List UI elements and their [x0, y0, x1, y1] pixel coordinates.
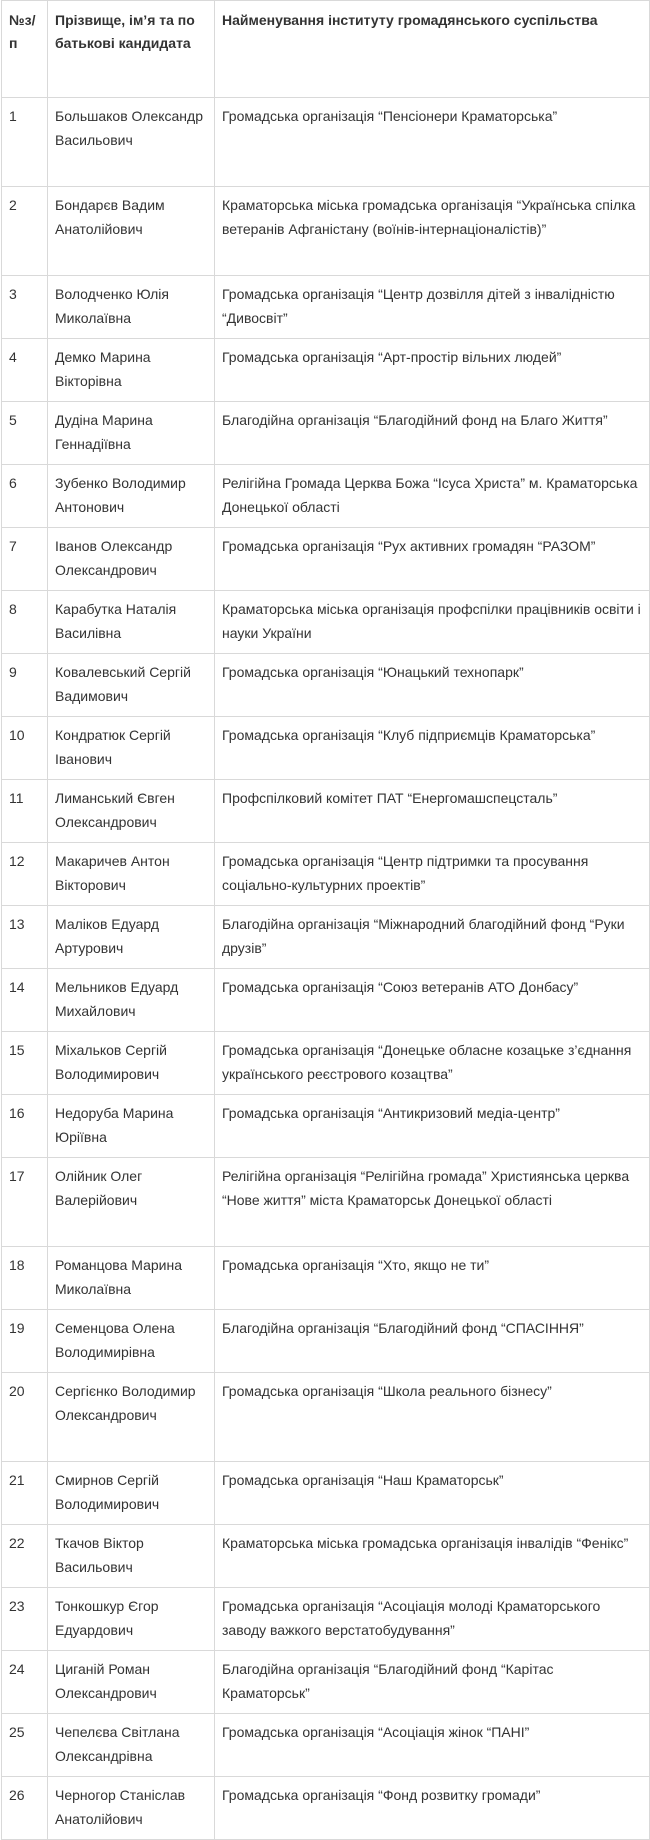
organization-name: Благодійна організація “Міжнародний благодійний фонд “Руки друзів” [215, 906, 650, 969]
organization-name: Релігійна Громада Церква Божа “Ісуса Христа” м. Краматорська Донецької області [215, 465, 650, 528]
organization-name: Громадська організація “Рух активних громадян “РАЗОМ” [215, 528, 650, 591]
table-row [2, 1462, 650, 1525]
row-number: 9 [2, 654, 48, 717]
table-row [2, 843, 650, 906]
candidate-name: Ковалевський Сергій Вадимович [48, 654, 215, 717]
table-row [2, 1651, 650, 1714]
header-number: №з/п [2, 1, 48, 98]
organization-name: Громадська організація “Хто, якщо не ти” [215, 1247, 650, 1310]
candidate-name: Карабутка Наталія Василівна [48, 591, 215, 654]
candidate-name: Сергієнко Володимир Олександрович [48, 1373, 215, 1462]
table-row [2, 1525, 650, 1588]
candidate-name: Романцова Марина Миколаївна [48, 1247, 215, 1310]
header-name: Прізвище, ім’я та по батькові кандидата [48, 1, 215, 98]
organization-name: Профспілковий комітет ПАТ “Енергомашспецсталь” [215, 780, 650, 843]
organization-name: Громадська організація “Наш Краматорськ” [215, 1462, 650, 1525]
candidate-name: Смирнов Сергій Володимирович [48, 1462, 215, 1525]
row-number: 20 [2, 1373, 48, 1462]
table-row [2, 1373, 650, 1462]
table-row [2, 339, 650, 402]
row-number: 17 [2, 1158, 48, 1247]
table-row [2, 98, 650, 187]
candidate-name: Володченко Юлія Миколаївна [48, 276, 215, 339]
row-number: 3 [2, 276, 48, 339]
row-number: 25 [2, 1714, 48, 1777]
organization-name: Громадська організація “Юнацький технопарк” [215, 654, 650, 717]
candidate-name: Кондратюк Сергій Іванович [48, 717, 215, 780]
candidate-name: Лиманський Євген Олександрович [48, 780, 215, 843]
row-number: 6 [2, 465, 48, 528]
table-row [2, 1032, 650, 1095]
row-number: 4 [2, 339, 48, 402]
row-number: 18 [2, 1247, 48, 1310]
candidate-name: Іванов Олександр Олександрович [48, 528, 215, 591]
candidate-name: Маліков Едуард Артурович [48, 906, 215, 969]
organization-name: Громадська організація “Арт-простір вільних людей” [215, 339, 650, 402]
organization-name: Громадська організація “Антикризовий медіа-центр” [215, 1095, 650, 1158]
row-number: 1 [2, 98, 48, 187]
candidate-name: Міхальков Сергій Володимирович [48, 1032, 215, 1095]
candidate-name: Чепелєва Світлана Олександрівна [48, 1714, 215, 1777]
row-number: 26 [2, 1777, 48, 1840]
table-row [2, 465, 650, 528]
candidate-name: Семенцова Олена Володимирівна [48, 1310, 215, 1373]
organization-name: Краматорська міська громадська організація “Українська спілка ветеранів Афганістану (воїнів-інтернаціоналістів)” [215, 187, 650, 276]
table-header-row [2, 1, 650, 98]
table-row [2, 1095, 650, 1158]
row-number: 7 [2, 528, 48, 591]
table-row [2, 1158, 650, 1247]
organization-name: Громадська організація “Пенсіонери Краматорська” [215, 98, 650, 187]
candidates-table [1, 0, 650, 1840]
organization-name: Громадська організація “Асоціація жінок “ПАНІ” [215, 1714, 650, 1777]
organization-name: Краматорська міська організація профспілки працівників освіти і науки України [215, 591, 650, 654]
table-row [2, 1777, 650, 1840]
row-number: 16 [2, 1095, 48, 1158]
organization-name: Громадська організація “Центр підтримки та просування соціально-культурних проектів” [215, 843, 650, 906]
organization-name: Благодійна організація “Благодійний фонд на Благо Життя” [215, 402, 650, 465]
table-row [2, 1714, 650, 1777]
row-number: 5 [2, 402, 48, 465]
organization-name: Громадська організація “Асоціація молоді Краматорського заводу важкого верстатобудування” [215, 1588, 650, 1651]
candidate-name: Олійник Олег Валерійович [48, 1158, 215, 1247]
table-row [2, 276, 650, 339]
row-number: 22 [2, 1525, 48, 1588]
row-number: 15 [2, 1032, 48, 1095]
table-row [2, 528, 650, 591]
row-number: 23 [2, 1588, 48, 1651]
table-row [2, 1588, 650, 1651]
row-number: 19 [2, 1310, 48, 1373]
organization-name: Громадська організація “Фонд розвитку громади” [215, 1777, 650, 1840]
table-row [2, 969, 650, 1032]
row-number: 11 [2, 780, 48, 843]
candidate-name: Циганій Роман Олександрович [48, 1651, 215, 1714]
organization-name: Громадська організація “Клуб підприємців Краматорська” [215, 717, 650, 780]
header-organization: Найменування інституту громадянського суспільства [215, 1, 650, 98]
row-number: 12 [2, 843, 48, 906]
candidate-name: Недоруба Марина Юріївна [48, 1095, 215, 1158]
candidate-name: Макаричев Антон Вікторович [48, 843, 215, 906]
candidate-name: Большаков Олександр Васильович [48, 98, 215, 187]
organization-name: Благодійна організація “Благодійний фонд “Карітас Краматорськ” [215, 1651, 650, 1714]
table-row [2, 780, 650, 843]
organization-name: Громадська організація “Школа реального бізнесу” [215, 1373, 650, 1462]
candidate-name: Тонкошкур Єгор Едуардович [48, 1588, 215, 1651]
organization-name: Релігійна організація “Релігійна громада” Християнська церква “Нове життя” міста Краматорськ Донецької області [215, 1158, 650, 1247]
table-row [2, 1310, 650, 1373]
table-row [2, 654, 650, 717]
candidate-name: Бондарєв Вадим Анатолійович [48, 187, 215, 276]
table-row [2, 591, 650, 654]
candidate-name: Черногор Станіслав Анатолійович [48, 1777, 215, 1840]
row-number: 14 [2, 969, 48, 1032]
table-row [2, 1247, 650, 1310]
row-number: 13 [2, 906, 48, 969]
row-number: 24 [2, 1651, 48, 1714]
row-number: 10 [2, 717, 48, 780]
candidate-name: Мельников Едуард Михайлович [48, 969, 215, 1032]
table-row [2, 906, 650, 969]
organization-name: Громадська організація “Центр дозвілля дітей з інвалідністю “Дивосвіт” [215, 276, 650, 339]
table-row [2, 187, 650, 276]
candidate-name: Демко Марина Вікторівна [48, 339, 215, 402]
candidate-name: Зубенко Володимир Антонович [48, 465, 215, 528]
candidate-name: Ткачов Віктор Васильович [48, 1525, 215, 1588]
candidate-name: Дудіна Марина Геннадіївна [48, 402, 215, 465]
row-number: 8 [2, 591, 48, 654]
row-number: 21 [2, 1462, 48, 1525]
table-row [2, 402, 650, 465]
table-row [2, 717, 650, 780]
organization-name: Громадська організація “Донецьке обласне козацьке з’єднання українського реєстрового козацтва” [215, 1032, 650, 1095]
organization-name: Краматорська міська громадська організація інвалідів “Фенікс” [215, 1525, 650, 1588]
organization-name: Громадська організація “Союз ветеранів АТО Донбасу” [215, 969, 650, 1032]
organization-name: Благодійна організація “Благодійний фонд “СПАСІННЯ” [215, 1310, 650, 1373]
row-number: 2 [2, 187, 48, 276]
